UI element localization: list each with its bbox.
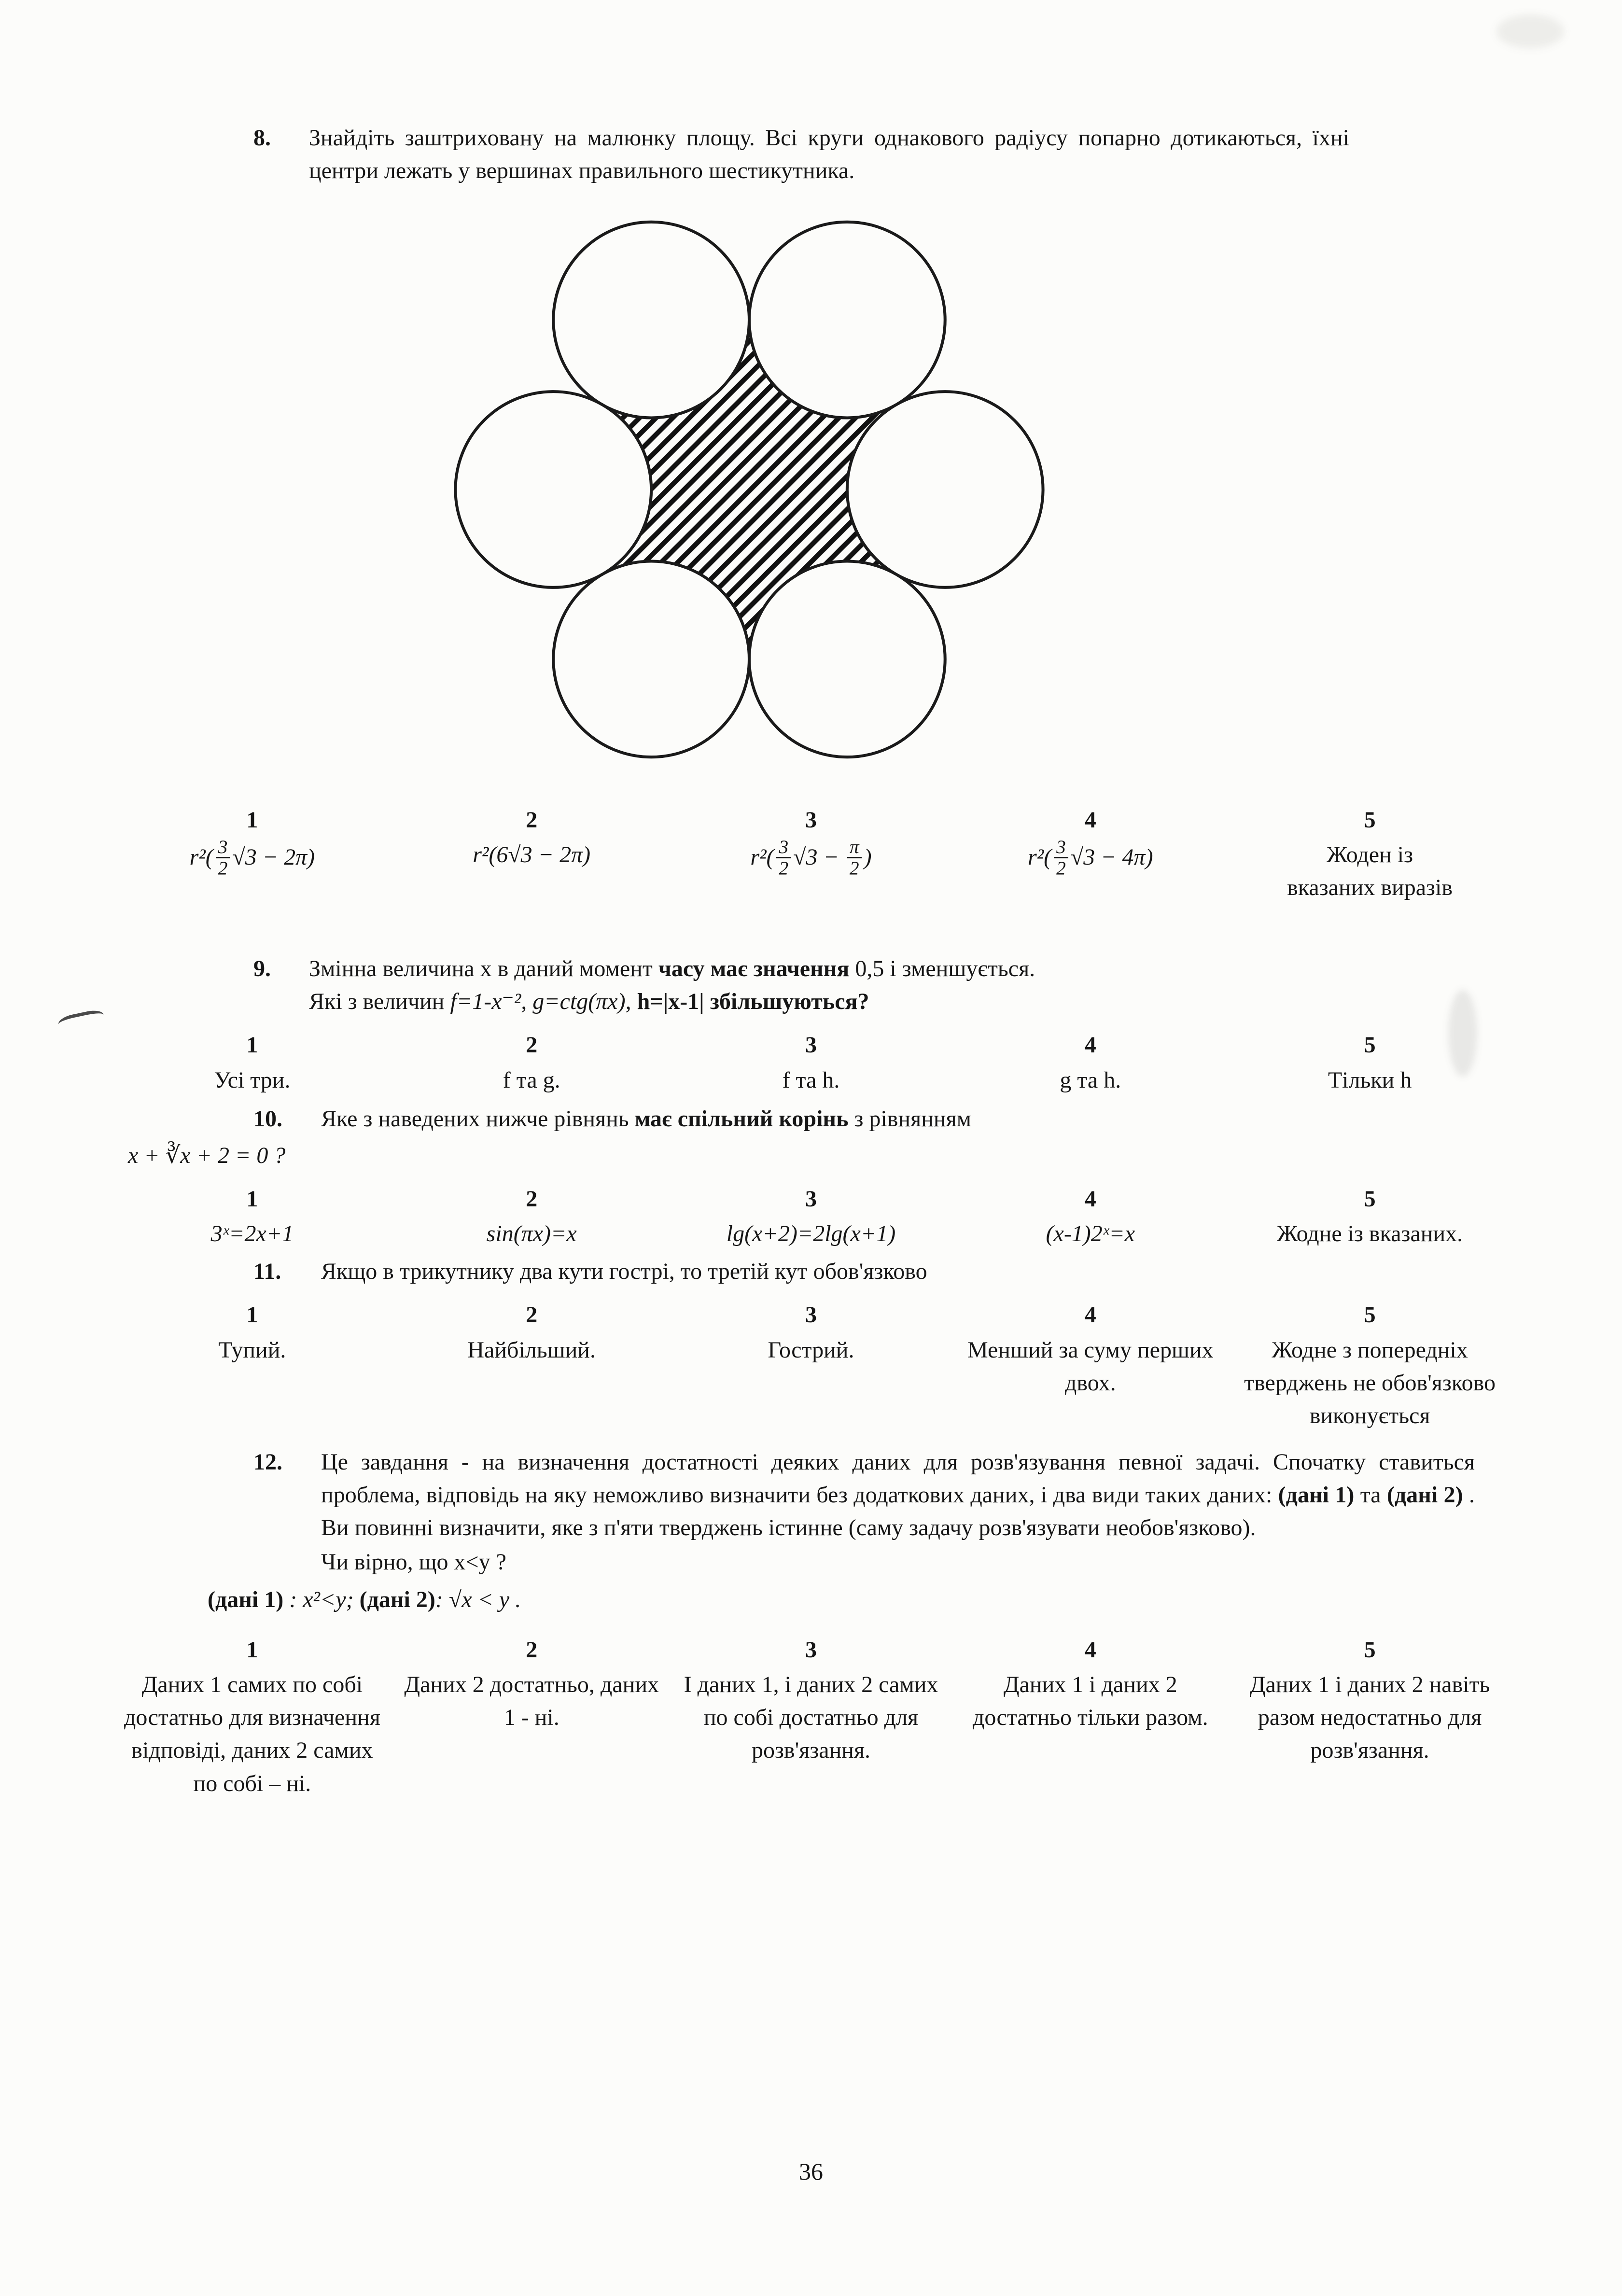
answer-option-formula: (x-1)2ˣ=x [1046, 1221, 1135, 1247]
question-9-text: Змінна величина х в даний момент часу має значення 0,5 і зменшується. Які з величин f=1-x⁻², g=ctg(πx), h=|x-1| збільшуються? [309, 956, 1035, 1015]
question-9-number: 9. [253, 956, 271, 982]
fraction: $\frac{\pi}{2}$ [847, 837, 862, 879]
choice-number-1: 1 [246, 1637, 258, 1663]
answer-option-text: f та g. [503, 1067, 560, 1093]
choice-number-2: 2 [526, 1637, 538, 1663]
question-12-text [321, 1446, 1475, 1579]
hatched-circles-figure [406, 215, 1092, 773]
question-10-number: 10. [253, 1106, 282, 1132]
choice-number-5: 5 [1364, 1302, 1376, 1328]
answer-option-formula: r²( $\frac{3}{2}$ √3 − 4π) [1028, 836, 1153, 879]
answer-option-text: Тільки h [1328, 1067, 1412, 1093]
circle-bottom-right [749, 561, 945, 757]
answer-option-text: Жоден із вказаних виразів [1287, 841, 1453, 900]
choice-number-3: 3 [805, 1186, 817, 1212]
choice-number-4: 4 [1084, 1302, 1096, 1328]
fraction: $\frac{3}{2}$ [216, 837, 230, 879]
question-11 [253, 1255, 1460, 1288]
answer-option-text: Даних 1 і даних 2 достатньо тільки разом. [972, 1672, 1208, 1731]
answer-option-text: Даних 1 і даних 2 навіть разом недостатньо для розв'язання. [1249, 1672, 1490, 1764]
answer-option-text: Гострий. [768, 1337, 854, 1363]
choice-number-1: 1 [246, 1032, 258, 1058]
answer-option-text: Даних 1 самих по собі достатньо для визначення відповіді, даних 2 самих по собі – ні. [124, 1672, 380, 1796]
choice-number-5: 5 [1364, 1637, 1376, 1663]
choice-number-4: 4 [1084, 807, 1096, 833]
answer-option-text: g та h. [1060, 1067, 1121, 1093]
question-8-number: 8. [253, 125, 271, 151]
answer-option-text: Менший за суму перших двох. [967, 1337, 1214, 1396]
question-10 [253, 1103, 1441, 1135]
question-12-number: 12. [253, 1449, 282, 1475]
choice-number-2: 2 [526, 807, 538, 833]
answer-option-formula: lg(x+2)=2lg(x+1) [726, 1221, 896, 1247]
answer-option-formula: r²( $\frac{3}{2}$ √3 − 2π) [189, 836, 315, 879]
circle-bottom-left [553, 561, 749, 757]
choice-number-3: 3 [805, 1637, 817, 1663]
choice-number-5: 5 [1364, 1186, 1376, 1212]
question-9 [253, 952, 1499, 1018]
answer-option-text: Усі три. [214, 1067, 291, 1093]
choice-number-1: 1 [246, 1186, 258, 1212]
fraction: $\frac{3}{2}$ [1054, 837, 1068, 879]
answer-option-text: f та h. [782, 1067, 840, 1093]
answer-option-formula: r²( $\frac{3}{2}$ √3 − $\frac{\pi}{2}$ ) [750, 836, 872, 879]
scan-smudge [1448, 990, 1477, 1077]
answer-option-text: Жодне із вказаних. [1277, 1221, 1463, 1247]
answer-option-text: Тупий. [218, 1337, 286, 1363]
choice-number-3: 3 [805, 1302, 817, 1328]
answer-option-formula: 3ˣ=2x+1 [210, 1221, 294, 1247]
question-12-paragraph: Це завдання - на визначення достатності деяких даних для розв'язування певної задачі. Спочатку ставиться проблема, відповідь на яку неможливо визначити без додаткових даних, і два види таких даних: (дані 1) та (дані 2) . Ви повинні визначити, яке з п'яти тверджень істинне (саму задачу розв'язувати необов'язково). [321, 1449, 1475, 1541]
question-10-answers [118, 1183, 1504, 1250]
question-9-answers [118, 1029, 1504, 1096]
answer-option-formula: sin(πx)=x [486, 1221, 577, 1247]
choice-number-2: 2 [526, 1302, 538, 1328]
choice-number-1: 1 [246, 807, 258, 833]
answer-option-text: Даних 2 достатньо, даних 1 - ні. [404, 1672, 659, 1731]
scan-smudge [1496, 14, 1564, 48]
question-8 [253, 122, 1349, 187]
choice-number-2: 2 [526, 1032, 538, 1058]
choice-number-3: 3 [805, 1032, 817, 1058]
question-11-number: 11. [253, 1259, 281, 1285]
answer-option-formula: r²(6√3 − 2π) [473, 841, 591, 868]
stray-pen-mark [57, 1008, 105, 1031]
choice-number-3: 3 [805, 807, 817, 833]
answer-option-text: Найбільший. [467, 1337, 596, 1363]
question-12-data-line: (дані 1) : x²<y; (дані 2): √x < y . [208, 1586, 521, 1612]
choice-number-4: 4 [1084, 1637, 1096, 1663]
circle-left [455, 392, 651, 588]
question-12-ask: Чи вірно, що x<y ? [321, 1549, 506, 1575]
question-8-text: Знайдіть заштриховану на малюнку площу. Всі круги однакового радіусу попарно дотикаються, їхні центри лежать у вершинах правильного шестикутника. [309, 125, 1349, 184]
question-12-answers [118, 1634, 1504, 1800]
question-8-answers [118, 804, 1504, 904]
circle-right [847, 392, 1043, 588]
choice-number-4: 4 [1084, 1032, 1096, 1058]
choice-number-5: 5 [1364, 807, 1376, 833]
question-10-equation: x + ∛x + 2 = 0 ? [128, 1142, 286, 1168]
question-12 [253, 1446, 1475, 1579]
question-10-text: Яке з наведених нижче рівнянь має спільний корінь з рівнянням [321, 1106, 972, 1132]
answer-option-text: Жодне з попередніх тверджень не обов'язково виконується [1244, 1337, 1496, 1428]
fraction: $\frac{3}{2}$ [776, 837, 791, 879]
answer-option-text: І даних 1, і даних 2 самих по собі достатньо для розв'язання. [684, 1672, 938, 1764]
page-number: 36 [799, 2158, 823, 2185]
question-11-answers [118, 1299, 1504, 1432]
choice-number-2: 2 [526, 1186, 538, 1212]
circle-top-right [749, 222, 945, 418]
circle-top-left [553, 222, 749, 418]
choice-number-4: 4 [1084, 1186, 1096, 1212]
question-11-text: Якщо в трикутнику два кути гострі, то третій кут обов'язково [321, 1259, 927, 1285]
choice-number-5: 5 [1364, 1032, 1376, 1058]
choice-number-1: 1 [246, 1302, 258, 1328]
